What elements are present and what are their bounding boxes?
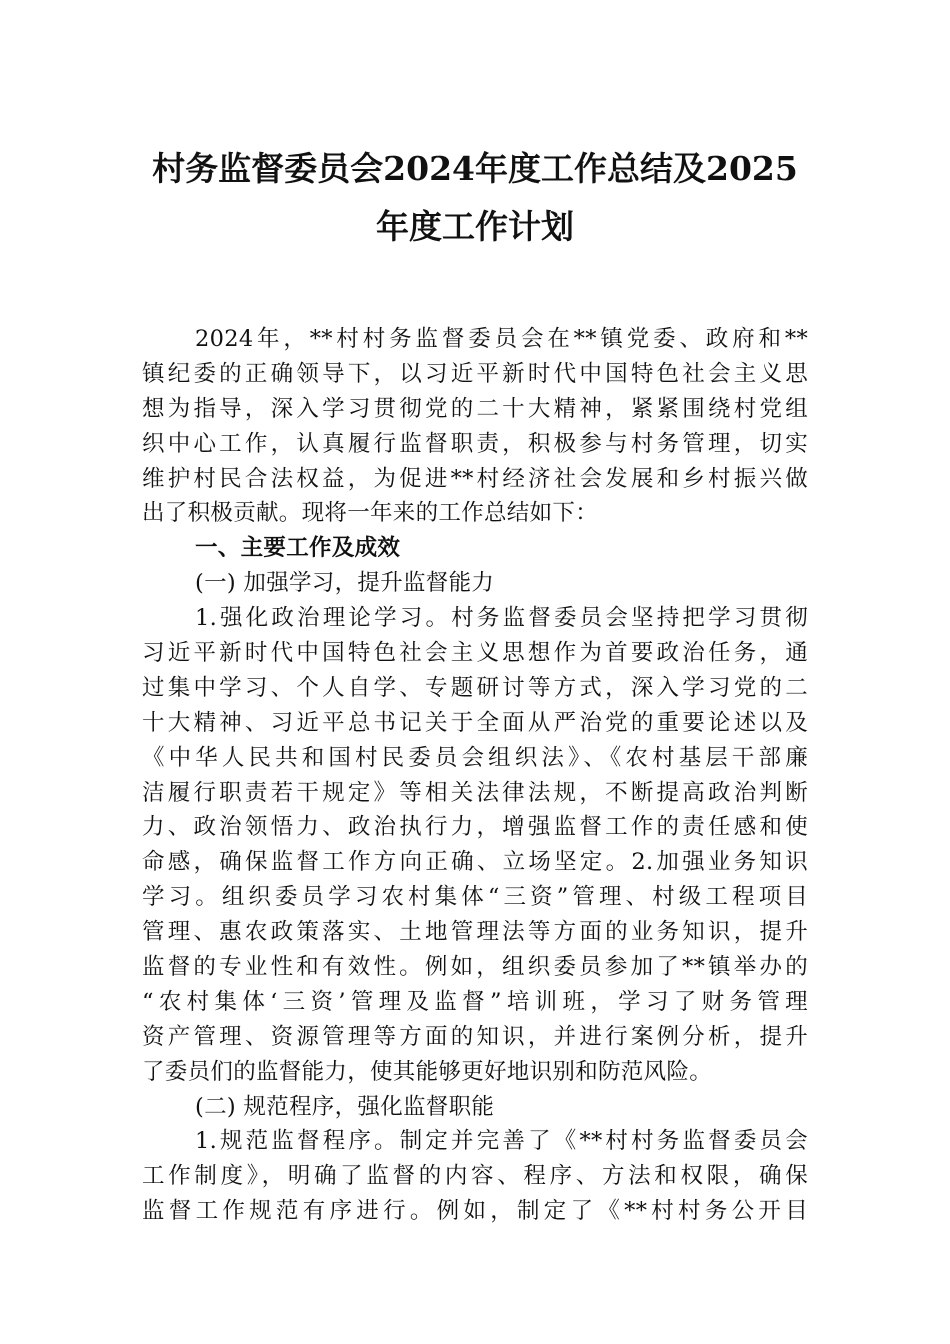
intro-line-2: 镇纪委的正确领导下，以习近平新时代中国特色社会主义思 [142, 360, 808, 387]
study-line-14: 了委员们的监督能力，使其能够更好地识别和防范风险。 [142, 1058, 713, 1085]
study-line-1: 1.强化政治理论学习。村务监督委员会坚持把学习贯彻 [195, 605, 808, 632]
intro-line-5: 维护村民合法权益，为促进**村经济社会发展和乡村振兴做 [142, 465, 808, 492]
study-line-3: 过集中学习、个人自学、专题研讨等方式，深入学习党的二 [142, 674, 808, 701]
study-line-4: 十大精神、习近平总书记关于全面从严治党的重要论述以及 [142, 709, 808, 736]
title-line-2: 年度工作计划 [376, 207, 574, 246]
subsection-heading-study: (一) 加强学习，提升监督能力 [195, 570, 495, 597]
study-line-5: 《中华人民共和国村民委员会组织法》、《农村基层干部廉 [142, 744, 808, 771]
intro-line-3: 想为指导，深入学习贯彻党的二十大精神，紧紧围绕村党组 [142, 395, 808, 422]
study-line-2: 习近平新时代中国特色社会主义思想作为首要政治任务，通 [142, 640, 808, 667]
study-line-9: 学习。组织委员学习农村集体“三资”管理、村级工程项目 [142, 884, 808, 911]
subsection-heading-procedure: (二) 规范程序，强化监督职能 [195, 1093, 495, 1120]
study-line-13: 资产管理、资源管理等方面的知识，并进行案例分析，提升 [142, 1023, 808, 1050]
intro-line-1: 2024年，**村村务监督委员会在**镇党委、政府和** [195, 326, 808, 352]
intro-line-4: 织中心工作，认真履行监督职责，积极参与村务管理，切实 [142, 430, 808, 457]
procedure-line-2: 工作制度》，明确了监督的内容、程序、方法和权限，确保 [142, 1163, 808, 1190]
document-title [120, 140, 830, 256]
procedure-line-3: 监督工作规范有序进行。例如，制定了《**村村务公开目 [142, 1198, 808, 1225]
study-line-10: 管理、惠农政策落实、土地管理法等方面的业务知识，提升 [142, 919, 808, 946]
title-line-1: 村务监督委员会2024年度工作总结及2025 [152, 149, 798, 188]
document-body [142, 322, 808, 1229]
study-line-7: 力、政治领悟力、政治执行力，增强监督工作的责任感和使 [142, 814, 808, 841]
section-heading-main-work: 一、主要工作及成效 [195, 535, 401, 562]
intro-line-6: 出了积极贡献。现将一年来的工作总结如下： [142, 500, 599, 527]
study-line-11: 监督的专业性和有效性。例如，组织委员参加了**镇举办的 [142, 954, 808, 981]
study-line-6: 洁履行职责若干规定》等相关法律法规，不断提高政治判断 [142, 779, 808, 806]
study-line-8: 命感，确保监督工作方向正确、立场坚定。2.加强业务知识 [142, 849, 808, 876]
procedure-line-1: 1.规范监督程序。制定并完善了《**村村务监督委员会 [195, 1128, 808, 1155]
study-line-12: “农村集体‘三资’管理及监督”培训班，学习了财务管理 [142, 988, 808, 1015]
